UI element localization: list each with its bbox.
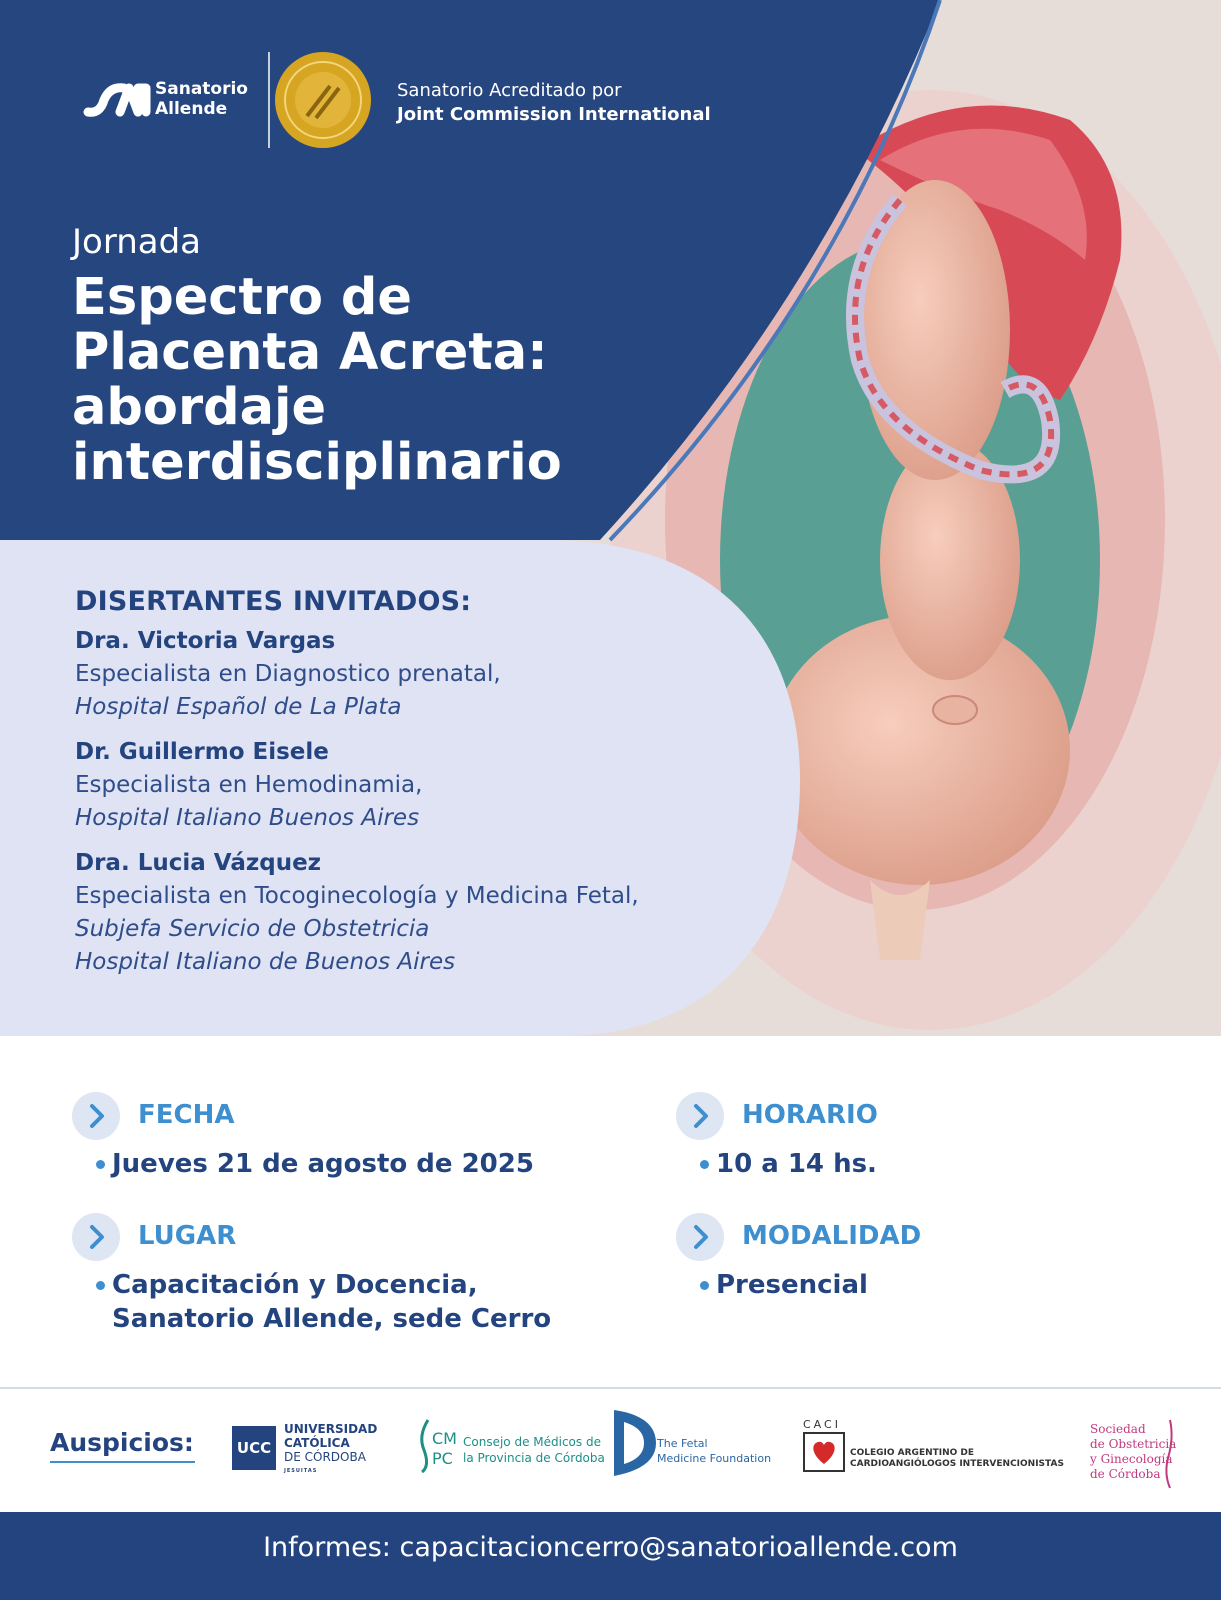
- cmpc-logo-text: Consejo de Médicos de la Provincia de Córdoba: [463, 1435, 605, 1465]
- section-divider: [0, 1387, 1221, 1389]
- caci-abbr: CACI: [803, 1418, 841, 1431]
- contact-email[interactable]: Informes: capacitacioncerro@sanatorioallende.com: [263, 1532, 958, 1563]
- lugar-value: Capacitación y Docencia, Sanatorio Allende, sede Cerro: [112, 1270, 552, 1334]
- ucc-logo-text: UNIVERSIDAD CATÓLICA DE CÓRDOBA JESUITAS: [284, 1422, 378, 1474]
- horario-value: 10 a 14 hs.: [716, 1149, 877, 1179]
- bullet-dot: [96, 1281, 105, 1290]
- sponsors-label: Auspicios:: [50, 1428, 194, 1457]
- fetal-medicine-logo-icon: [612, 1408, 658, 1478]
- speaker-item: [75, 847, 775, 979]
- event-kicker: Jornada: [72, 222, 202, 262]
- speaker-institution: Hospital Italiano Buenos Aires: [75, 805, 420, 831]
- horario-label: HORARIO: [742, 1100, 878, 1130]
- speaker-institution: Hospital Italiano de Buenos Aires: [75, 949, 456, 975]
- cmpc-logo-icon: [416, 1416, 462, 1474]
- heart-icon: [803, 1432, 845, 1472]
- ucc-logo: UCC: [232, 1426, 276, 1470]
- chevron-right-icon: [72, 1092, 120, 1140]
- event-title: Espectro de Placenta Acreta: abordaje interdisciplinario: [72, 268, 562, 492]
- modalidad-value: Presencial: [716, 1270, 868, 1300]
- speaker-name: Dra. Victoria Vargas: [75, 628, 336, 654]
- speaker-institution: Hospital Español de La Plata: [75, 694, 402, 720]
- chevron-right-icon: [676, 1213, 724, 1261]
- sogc-text: Sociedad de Obstetricia y Ginecología de Córdoba: [1090, 1422, 1177, 1481]
- bullet-dot: [96, 1160, 105, 1169]
- lugar-label: LUGAR: [138, 1221, 237, 1251]
- fecha-value: Jueves 21 de agosto de 2025: [112, 1149, 534, 1179]
- speaker-role: Especialista en Hemodinamia,: [75, 772, 423, 798]
- speaker-name: Dra. Lucia Vázquez: [75, 850, 322, 876]
- speaker-name: Dr. Guillermo Eisele: [75, 739, 329, 765]
- chevron-right-icon: [72, 1213, 120, 1261]
- svg-text:PC: PC: [432, 1449, 453, 1468]
- sponsors-underline: [50, 1461, 195, 1463]
- chevron-right-icon: [676, 1092, 724, 1140]
- bullet-dot: [700, 1281, 709, 1290]
- footer-bar: [0, 1512, 1221, 1600]
- speakers-heading: DISERTANTES INVITADOS:: [75, 586, 472, 617]
- speaker-item: [75, 625, 775, 724]
- sogc-logo-icon: [1160, 1418, 1176, 1490]
- brand-name: Sanatorio Allende: [155, 79, 248, 119]
- jci-seal-icon: [275, 52, 371, 148]
- accreditation-text: Sanatorio Acreditado por Joint Commission International: [397, 80, 711, 125]
- fecha-label: FECHA: [138, 1100, 235, 1130]
- fetal-medicine-text: The Fetal Medicine Foundation: [657, 1437, 772, 1465]
- speaker-role: Especialista en Tocoginecología y Medicina Fetal,: [75, 883, 639, 909]
- modalidad-label: MODALIDAD: [742, 1221, 922, 1251]
- speakers-section: [75, 586, 775, 991]
- header-divider: [268, 52, 270, 148]
- caci-text: COLEGIO ARGENTINO DE CARDIOANGIÓLOGOS INTERVENCIONISTAS: [850, 1448, 1064, 1469]
- speaker-role: Especialista en Diagnostico prenatal,: [75, 661, 501, 687]
- svg-text:CM: CM: [432, 1429, 457, 1448]
- speaker-item: [75, 736, 775, 835]
- speaker-institution: Subjefa Servicio de Obstetricia: [75, 916, 430, 942]
- bullet-dot: [700, 1160, 709, 1169]
